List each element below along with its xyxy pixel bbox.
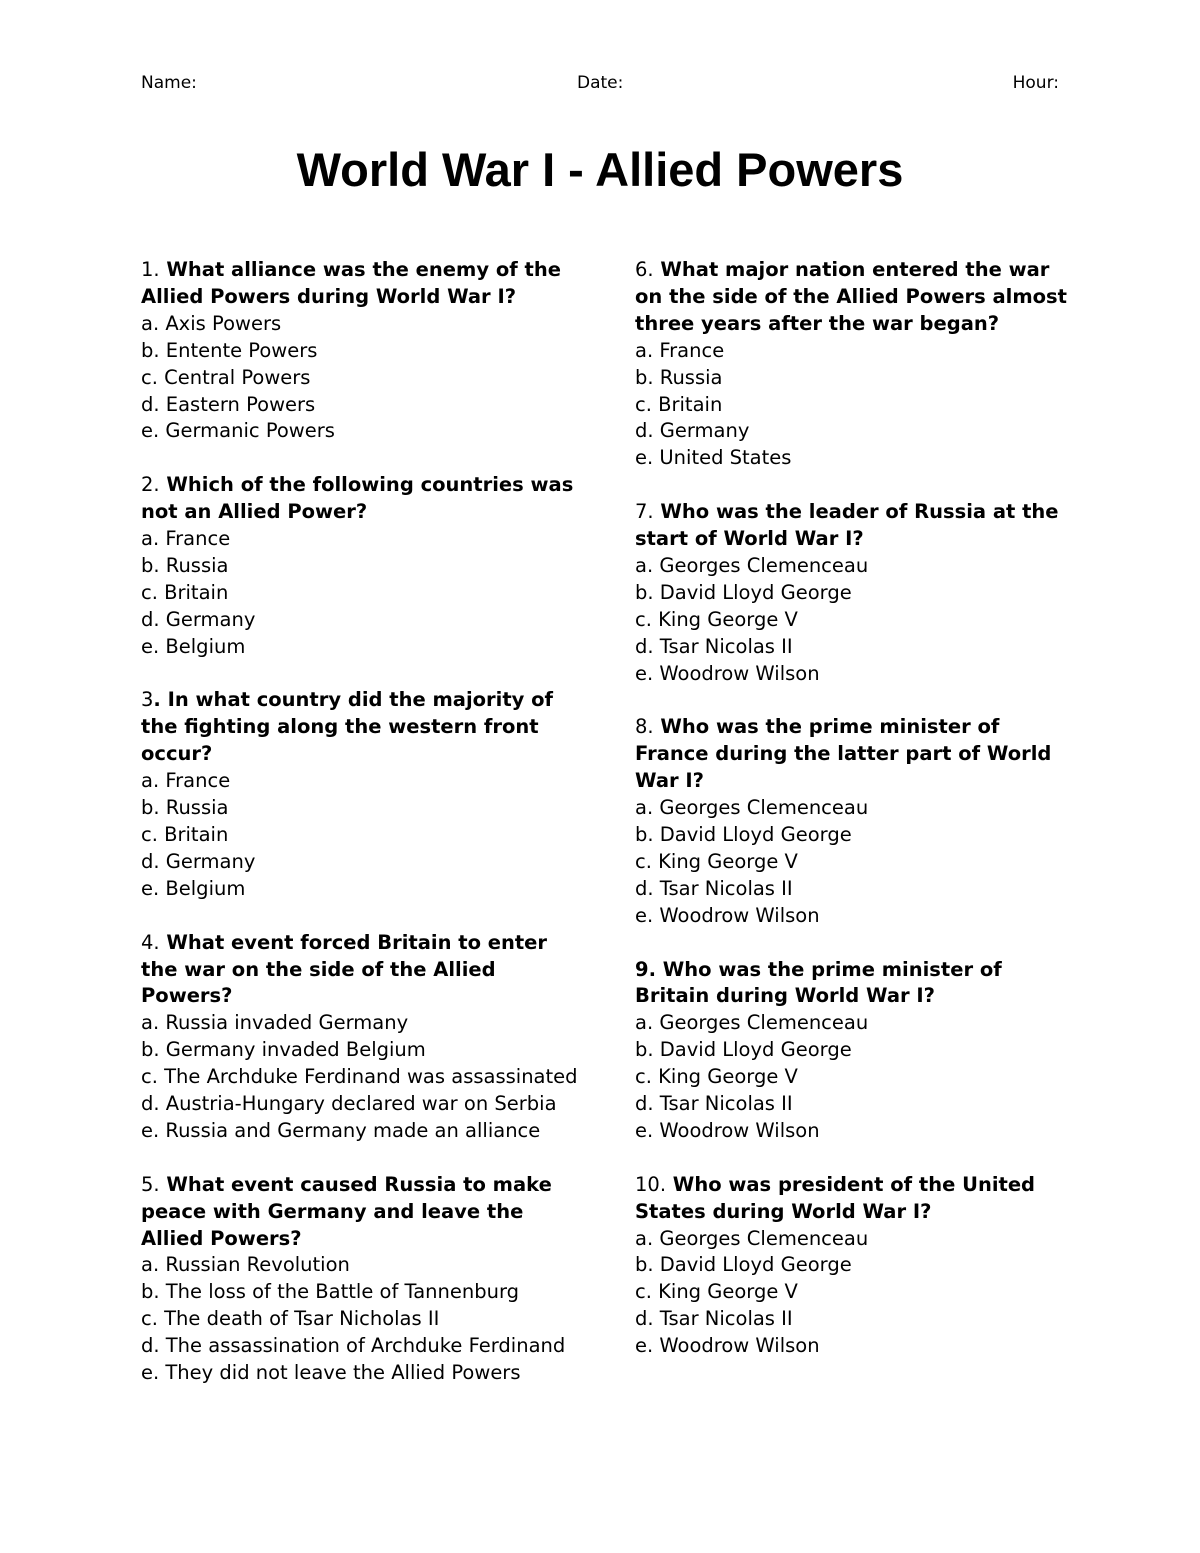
answer-option: d. Germany — [141, 849, 256, 873]
answer-option: c. Britain — [635, 392, 723, 416]
question-7 — [635, 499, 1075, 687]
answer-option: d. Tsar Nicolas II — [635, 634, 793, 658]
question-9 — [635, 957, 1075, 1145]
question-8 — [635, 714, 1075, 929]
question-stem: What alliance was the enemy of the Allied Powers during World War I? — [141, 258, 561, 308]
question-number: 6. — [635, 258, 654, 281]
hour-label: Hour: — [1012, 73, 1059, 93]
answer-option: d. Tsar Nicolas II — [635, 876, 793, 900]
question-column-right — [635, 257, 1075, 1387]
answer-option: a. Russian Revolution — [141, 1253, 350, 1277]
answer-option: e. They did not leave the Allied Powers — [141, 1361, 521, 1385]
question-1 — [141, 257, 586, 445]
answer-option: a. Axis Powers — [141, 311, 282, 335]
question-text — [635, 257, 1075, 338]
name-label: Name: — [141, 73, 197, 93]
answer-option: b. David Lloyd George — [635, 580, 852, 604]
page-title: World War I - Allied Powers — [296, 143, 904, 196]
answer-option: d. The assassination of Archduke Ferdinand — [141, 1334, 566, 1358]
answer-option: d. Eastern Powers — [141, 392, 316, 416]
answer-option: e. Woodrow Wilson — [635, 661, 820, 685]
question-10 — [635, 1172, 1075, 1360]
question-text — [141, 687, 586, 768]
question-number: 10. — [635, 1172, 667, 1196]
answer-option: d. Tsar Nicolas II — [635, 1307, 793, 1331]
question-stem: Who was the prime minister of France during the latter part of World War I? — [635, 715, 1052, 793]
question-3 — [141, 687, 586, 902]
answer-option: c. King George V — [635, 1280, 798, 1304]
answer-option: e. Belgium — [141, 876, 246, 900]
question-number: 3 — [141, 688, 154, 712]
answer-option: c. The death of Tsar Nicholas II — [141, 1307, 440, 1331]
answer-option: b. Russia — [141, 553, 229, 577]
question-number: 4. — [141, 930, 160, 954]
answer-option: e. United States — [635, 446, 792, 470]
answer-option: e. Russia and Germany made an alliance — [141, 1118, 541, 1142]
question-text — [141, 930, 586, 1011]
question-2 — [141, 472, 586, 660]
question-stem: What event forced Britain to enter the war on the side of the Allied Powers? — [141, 930, 548, 1008]
answer-option: d. Austria-Hungary declared war on Serbia — [141, 1092, 557, 1116]
question-text — [141, 1172, 586, 1253]
date-label: Date: — [577, 73, 624, 93]
answer-option: e. Woodrow Wilson — [635, 1118, 820, 1142]
question-5 — [141, 1172, 586, 1387]
question-text — [635, 1172, 1075, 1226]
answer-option: a. France — [635, 338, 725, 362]
answer-option: d. Germany — [141, 607, 256, 631]
question-number: 5. — [141, 1172, 160, 1196]
answer-option: c. Britain — [141, 580, 229, 604]
answer-option: b. David Lloyd George — [635, 823, 852, 846]
question-stem: What event caused Russia to make peace with Germany and leave the Allied Powers? — [141, 1172, 552, 1250]
answer-option: b. Entente Powers — [141, 338, 318, 362]
question-number: 1. — [141, 258, 160, 281]
answer-option: d. Tsar Nicolas II — [635, 1092, 793, 1116]
answer-option: a. Georges Clemenceau — [635, 1226, 869, 1250]
question-text — [141, 472, 586, 526]
answer-option: a. Georges Clemenceau — [635, 1011, 869, 1035]
answer-option: e. Germanic Powers — [141, 419, 335, 443]
answer-option: e. Woodrow Wilson — [635, 1334, 820, 1358]
answer-option: e. Belgium — [141, 634, 246, 658]
question-stem: Which of the following countries was not an Allied Power? — [141, 473, 574, 524]
answer-option: a. France — [141, 769, 231, 793]
answer-option: c. Britain — [141, 823, 229, 846]
question-number: 7. — [635, 500, 654, 524]
question-text — [635, 714, 1075, 795]
question-stem: What major nation entered the war on the side of the Allied Powers almost three years after the war began? — [635, 258, 1067, 335]
answer-option: e. Woodrow Wilson — [635, 903, 820, 927]
answer-option: a. France — [141, 527, 231, 551]
question-6 — [635, 257, 1075, 472]
answer-option: b. David Lloyd George — [635, 1253, 852, 1277]
answer-option: c. King George V — [635, 607, 798, 631]
answer-option: b. Russia — [635, 365, 723, 389]
answer-option: b. Germany invaded Belgium — [141, 1038, 426, 1062]
answer-option: c. King George V — [635, 849, 798, 873]
question-stem: Who was president of the United States during World War I? — [635, 1172, 1036, 1223]
question-stem: 9. Who was the prime minister of Britain during World War I? — [635, 957, 1002, 1008]
answer-option: b. David Lloyd George — [635, 1038, 852, 1062]
answer-option: c. Central Powers — [141, 365, 311, 389]
answer-option: b. The loss of the Battle of Tannenburg — [141, 1280, 520, 1304]
answer-option: b. Russia — [141, 796, 229, 820]
question-stem: . In what country did the majority of the fighting along the western front occur? — [141, 688, 554, 766]
question-text — [635, 499, 1075, 553]
question-text — [141, 257, 586, 311]
answer-option: a. Russia invaded Germany — [141, 1011, 409, 1035]
answer-option: c. King George V — [635, 1065, 798, 1089]
answer-option: a. Georges Clemenceau — [635, 553, 869, 577]
header-row — [141, 73, 1059, 99]
answer-option: a. Georges Clemenceau — [635, 796, 869, 820]
answer-option: d. Germany — [635, 419, 750, 443]
question-text — [635, 957, 1075, 1011]
answer-option: c. The Archduke Ferdinand was assassinated — [141, 1065, 578, 1089]
question-4 — [141, 930, 586, 1145]
question-number: 8. — [635, 715, 654, 739]
question-number: 2. — [141, 473, 160, 497]
question-stem: Who was the leader of Russia at the start of World War I? — [635, 500, 1059, 551]
question-column-left — [141, 257, 586, 1414]
